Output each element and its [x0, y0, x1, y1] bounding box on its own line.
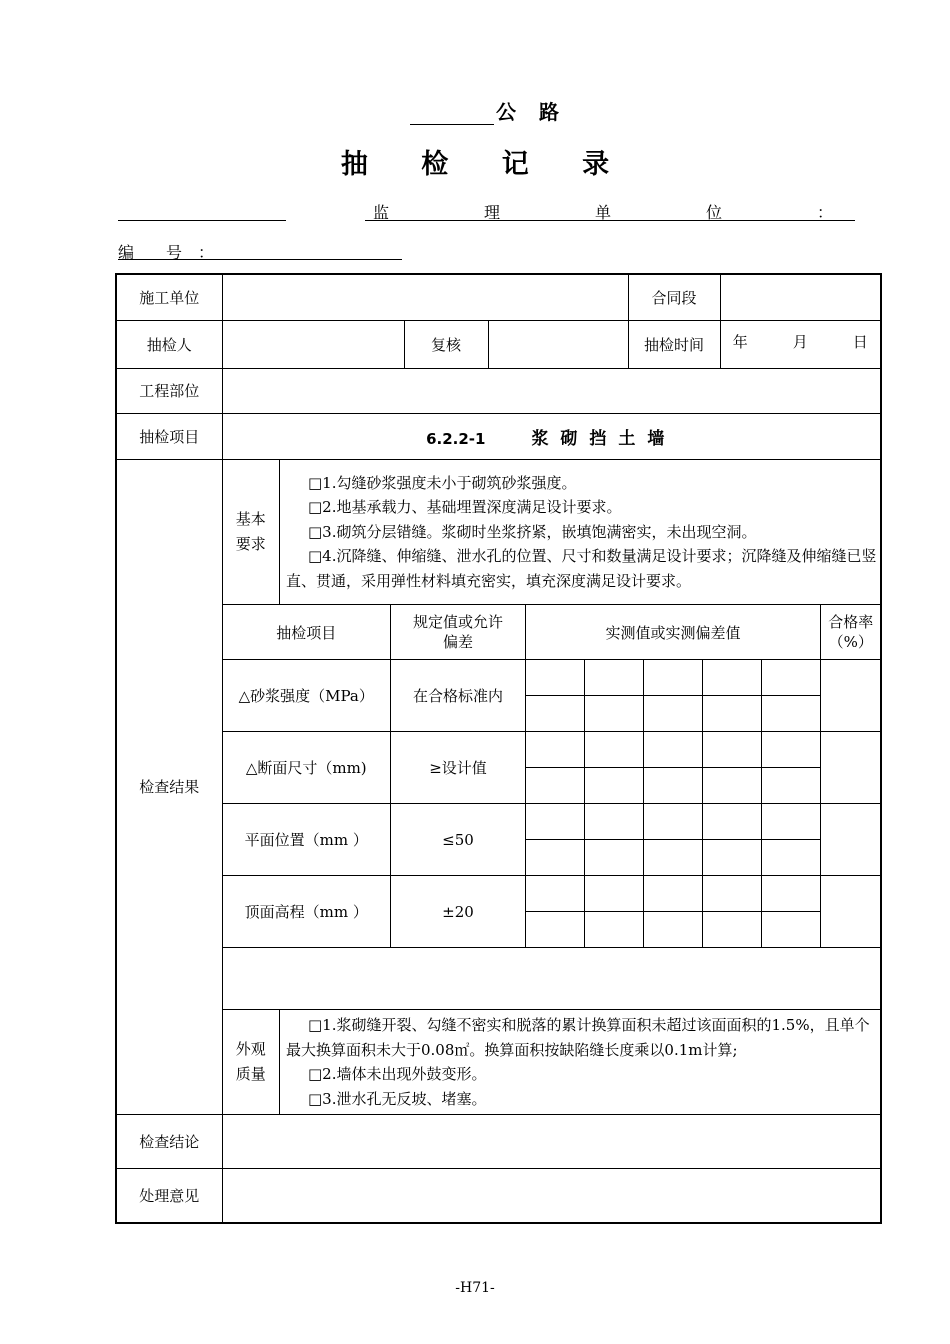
measured-cell[interactable] — [703, 840, 762, 876]
date-wrapper — [721, 321, 881, 368]
measured-cell[interactable] — [585, 876, 644, 912]
supervisor-char: 单 — [594, 203, 611, 222]
measured-cell[interactable] — [703, 696, 762, 732]
measured-cell[interactable] — [644, 804, 703, 840]
measured-cell[interactable] — [644, 876, 703, 912]
measured-cell[interactable] — [703, 660, 762, 696]
measure-item: 平面位置（mm ） — [223, 804, 391, 876]
measured-cell[interactable] — [526, 732, 585, 768]
number-label: 编 号 ： — [118, 243, 215, 262]
measure-spec: ≤50 — [391, 804, 526, 876]
measured-cell[interactable] — [762, 840, 821, 876]
blank-row[interactable] — [223, 948, 881, 1010]
measured-cell[interactable] — [526, 840, 585, 876]
measured-cell[interactable] — [703, 912, 762, 948]
basic-requirements — [280, 460, 881, 605]
check-results-subtable — [223, 460, 881, 1115]
supervisor-char: 位 — [705, 203, 722, 222]
check-results-body — [222, 459, 881, 1115]
basic-req-item: □4.沉降缝、伸缩缝、泄水孔的位置、尺寸和数量满足设计要求；沉降缝及伸缩缝已竖直、贯通，采用弹性材料填充密实，填充深度满足设计要求。 — [286, 547, 877, 590]
pass-rate-cell[interactable] — [821, 804, 881, 876]
road-title-suffix: 公 路 — [496, 100, 567, 124]
appearance-req-item: □3.泄水孔无反坡、堵塞。 — [308, 1089, 487, 1108]
measured-cell[interactable] — [762, 696, 821, 732]
inspection-time-field[interactable] — [720, 320, 881, 368]
inspection-time-value: 年 月 日 — [732, 332, 868, 351]
header-pass-rate-text: 合格率（%） — [828, 613, 874, 651]
measured-cell[interactable] — [585, 804, 644, 840]
basic-req-item: □3.砌筑分层错缝。浆砌时坐浆挤紧，嵌填饱满密实，未出现空洞。 — [308, 522, 757, 541]
item-name: 浆砌挡土墙 — [531, 428, 677, 449]
measured-cell[interactable] — [585, 696, 644, 732]
conclusion-label: 检查结论 — [116, 1115, 222, 1169]
inspector-field[interactable] — [222, 320, 404, 368]
measure-spec: ≥设计值 — [391, 732, 526, 804]
appearance-req-item: □1.浆砌缝开裂、勾缝不密实和脱落的累计换算面积未超过该面面积的1.5%，且单个最大换算面积未大于0.08㎡。换算面积按缺陷缝长度乘以0.1m计算; — [286, 1016, 870, 1059]
inspector-label: 抽检人 — [116, 320, 222, 368]
project-part-field[interactable] — [222, 368, 881, 413]
pass-rate-cell[interactable] — [821, 660, 881, 732]
supervisor-blank-line[interactable] — [118, 220, 286, 221]
measured-cell[interactable] — [526, 804, 585, 840]
measure-item: △断面尺寸（mm) — [223, 732, 391, 804]
main-title: 抽 检 记 录 — [340, 149, 632, 180]
header-pass-rate — [821, 605, 881, 660]
basic-req-label-text: 基本要求 — [235, 509, 266, 553]
supervisor-char: ： — [816, 203, 833, 222]
pass-rate-cell[interactable] — [821, 732, 881, 804]
measured-cell[interactable] — [762, 804, 821, 840]
contract-section-label: 合同段 — [628, 274, 720, 320]
measured-cell[interactable] — [585, 912, 644, 948]
measure-item: 顶面高程（mm ） — [223, 876, 391, 948]
measured-cell[interactable] — [644, 732, 703, 768]
measure-spec: 在合格标准内 — [391, 660, 526, 732]
header-measured: 实测值或实测偏差值 — [526, 605, 821, 660]
measured-cell[interactable] — [526, 660, 585, 696]
item-code: 6.2.2-1 — [426, 429, 486, 448]
review-label: 复核 — [404, 320, 488, 368]
measured-cell[interactable] — [526, 876, 585, 912]
header-spec — [391, 605, 526, 660]
measured-cell[interactable] — [703, 732, 762, 768]
inspection-item-label: 抽检项目 — [116, 413, 222, 459]
opinion-field[interactable] — [222, 1169, 881, 1223]
measured-cell[interactable] — [703, 768, 762, 804]
inspection-record-table — [115, 273, 882, 1224]
appearance-label-text: 外观质量 — [235, 1040, 266, 1083]
measured-cell[interactable] — [762, 876, 821, 912]
measured-cell[interactable] — [644, 912, 703, 948]
appearance-label — [223, 1010, 280, 1115]
construction-unit-label: 施工单位 — [116, 274, 222, 320]
basic-req-item: □1.勾缝砂浆强度未小于砌筑砂浆强度。 — [308, 473, 577, 492]
measured-cell[interactable] — [762, 912, 821, 948]
inspection-time-label: 抽检时间 — [628, 320, 720, 368]
measured-cell[interactable] — [526, 768, 585, 804]
measured-cell[interactable] — [703, 804, 762, 840]
basic-req-label — [223, 460, 280, 605]
measured-cell[interactable] — [703, 876, 762, 912]
measured-cell[interactable] — [644, 840, 703, 876]
header-spec-text: 规定值或允许偏差 — [412, 613, 503, 651]
measured-cell[interactable] — [585, 732, 644, 768]
measured-cell[interactable] — [526, 696, 585, 732]
measured-cell[interactable] — [762, 660, 821, 696]
measured-cell[interactable] — [644, 768, 703, 804]
supervisor-label — [365, 200, 855, 223]
conclusion-field[interactable] — [222, 1115, 881, 1169]
measured-cell[interactable] — [644, 696, 703, 732]
measured-cell[interactable] — [644, 660, 703, 696]
inspection-item-value — [222, 413, 881, 459]
project-part-label: 工程部位 — [116, 368, 222, 413]
measured-cell[interactable] — [585, 840, 644, 876]
measured-cell[interactable] — [762, 768, 821, 804]
pass-rate-cell[interactable] — [821, 876, 881, 948]
measured-cell[interactable] — [585, 768, 644, 804]
contract-section-field[interactable] — [720, 274, 881, 320]
measured-cell[interactable] — [762, 732, 821, 768]
measured-cell[interactable] — [526, 912, 585, 948]
opinion-label: 处理意见 — [116, 1169, 222, 1223]
page-number: -H71- — [455, 1280, 495, 1296]
measure-spec: ±20 — [391, 876, 526, 948]
measured-cell[interactable] — [585, 660, 644, 696]
appearance-requirements — [280, 1010, 881, 1115]
supervisor-char: 理 — [483, 203, 500, 222]
road-name-blank[interactable] — [410, 106, 494, 125]
check-results-label: 检查结果 — [116, 459, 222, 1115]
review-field[interactable] — [488, 320, 628, 368]
appearance-req-item: □2.墙体未出现外鼓变形。 — [308, 1065, 487, 1083]
road-title — [410, 96, 567, 125]
number-blank-line[interactable] — [118, 259, 402, 260]
supervisor-char: 监 — [373, 203, 390, 222]
basic-req-item: □2.地基承载力、基础埋置深度满足设计要求。 — [308, 498, 622, 516]
header-item: 抽检项目 — [223, 605, 391, 660]
construction-unit-field[interactable] — [222, 274, 628, 320]
measure-item: △砂浆强度（MPa） — [223, 660, 391, 732]
